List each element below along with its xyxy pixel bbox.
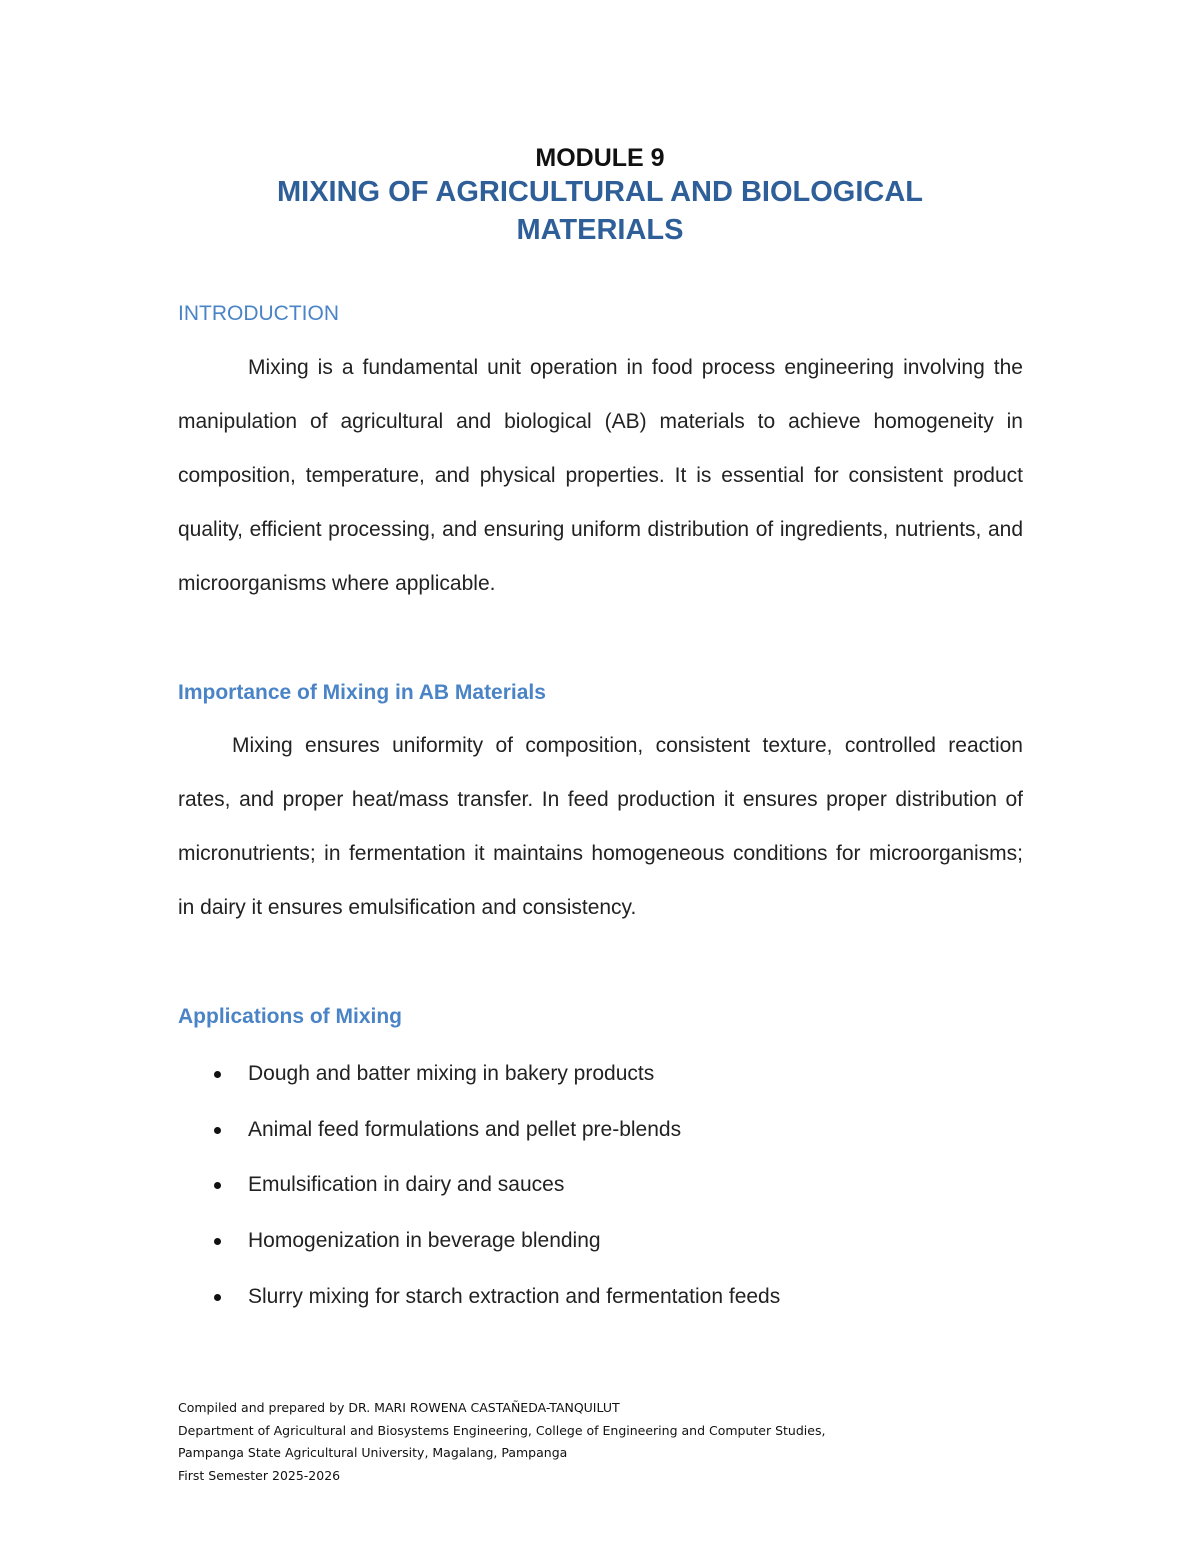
footer-semester: First Semester 2025-2026: [178, 1467, 341, 1483]
importance-heading: Importance of Mixing in AB Materials: [178, 681, 546, 704]
applications-list: [178, 1046, 1023, 1324]
bullet-icon: [214, 1238, 221, 1245]
bullet-icon: [214, 1071, 221, 1078]
list-item-text: Animal feed formulations and pellet pre-blends: [248, 1117, 682, 1141]
list-item-text: Slurry mixing for starch extraction and fermentation feeds: [248, 1284, 781, 1308]
bullet-icon: [214, 1127, 221, 1134]
list-item: [178, 1102, 1023, 1158]
introduction-heading: INTRODUCTION: [178, 302, 339, 325]
introduction-paragraph: Mixing is a fundamental unit operation in food process engineering involving the manipulation of agricultural and biological (AB) materials to achieve homogeneity in composition, temperature, and physical properties. It is essential for consistent product quality, efficient processing, and ensuring uniform distribution of ingredients, nutrients, and microorganisms where applicable.: [178, 356, 1023, 595]
list-item-text: Homogenization in beverage blending: [248, 1229, 601, 1253]
list-item-text: Dough and batter mixing in bakery products: [248, 1062, 655, 1085]
page-footer: [178, 1397, 1078, 1487]
list-item: [178, 1157, 1023, 1213]
bullet-icon: [214, 1294, 221, 1301]
list-item-text: Emulsification in dairy and sauces: [248, 1173, 565, 1197]
footer-department: Department of Agricultural and Biosystems Engineering, College of Engineering and Computer Studies,: [178, 1422, 826, 1438]
applications-heading: Applications of Mixing: [178, 1005, 402, 1028]
list-item: [178, 1269, 1023, 1325]
bullet-icon: [214, 1182, 221, 1189]
footer-university: Pampanga State Agricultural University, Magalang, Pampanga: [178, 1445, 568, 1460]
list-item: [178, 1213, 1023, 1269]
footer-compiler: Compiled and prepared by DR. MARI ROWENA CASTAÑEDA-TANQUILUT: [178, 1400, 620, 1415]
importance-paragraph: Mixing ensures uniformity of composition, consistent texture, controlled reaction rates, and proper heat/mass transfer. In feed production it ensures proper distribution of micronutrients; in fermentation it maintains homogeneous conditions for microorganisms; in dairy it ensures emulsification and consistency.: [178, 734, 1023, 919]
module-label: MODULE 9: [535, 144, 665, 172]
module-title: MIXING OF AGRICULTURAL AND BIOLOGICAL MATERIALS: [276, 176, 923, 246]
list-item: [178, 1046, 1023, 1102]
